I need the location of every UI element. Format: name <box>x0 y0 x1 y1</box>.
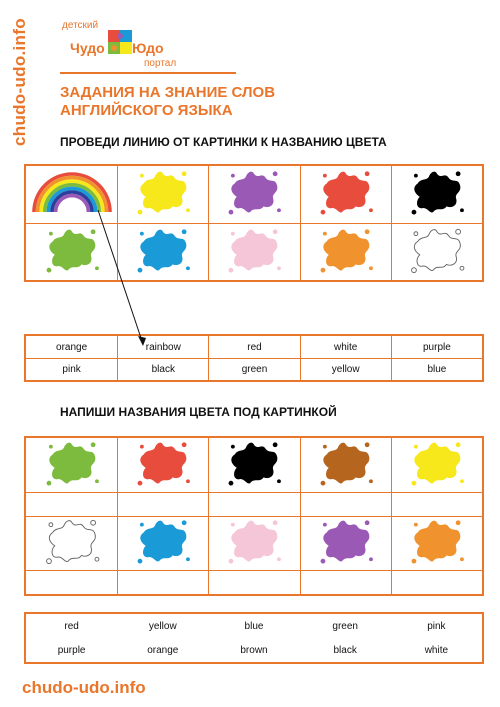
footer-site-url: chudo-udo.info <box>22 678 146 697</box>
task2-answer-cell[interactable] <box>300 492 391 516</box>
task2-picture-cell <box>117 516 208 570</box>
logo-word-1: Чудо <box>70 40 105 56</box>
task2-word: purple <box>57 644 86 656</box>
task1-picture-cell <box>117 166 208 223</box>
paint-splash-image <box>408 517 466 570</box>
paint-splash-image <box>317 226 375 279</box>
task1-picture-cell <box>300 223 391 280</box>
task1-picture-cell <box>208 223 299 280</box>
paint-splash-image <box>43 226 101 279</box>
task2-picture-cell <box>300 516 391 570</box>
task2-picture-cell <box>117 438 208 492</box>
logo-word-2: Юдо <box>132 40 164 56</box>
task2-answer-cell[interactable] <box>208 570 299 594</box>
task1-word-table <box>24 334 484 382</box>
task1-picture-grid <box>24 164 484 282</box>
task2-picture-cell <box>300 438 391 492</box>
paint-splash-image <box>225 226 283 279</box>
task2-picture-cell <box>391 516 482 570</box>
task2-answer-cell[interactable] <box>117 492 208 516</box>
task1-word: red <box>208 336 299 358</box>
task2-picture-cell <box>208 516 299 570</box>
task1-picture-cell <box>391 166 482 223</box>
task1-word: orange <box>56 341 88 353</box>
task1-picture-cell <box>26 223 117 280</box>
page-title <box>60 84 380 120</box>
task1-picture-cell <box>117 223 208 280</box>
task2-picture-cell <box>208 438 299 492</box>
task1-word: black <box>117 358 208 380</box>
task2-word: pink <box>427 620 446 632</box>
title-line-2: АНГЛИЙСКОГО ЯЗЫКА <box>60 102 233 119</box>
task1-picture-cell <box>26 166 117 223</box>
paint-splash-image <box>134 517 192 570</box>
task2-word: white <box>424 644 449 656</box>
task1-word: purple <box>391 336 482 358</box>
portal-logo <box>60 18 200 70</box>
task2-word: yellow <box>148 620 177 632</box>
paint-splash-image <box>43 517 101 570</box>
paint-splash-image <box>225 168 283 221</box>
task1-word: yellow <box>300 358 391 380</box>
task2-picture-cell <box>391 438 482 492</box>
task2-word: brown <box>240 644 268 656</box>
title-line-1: ЗАДАНИЯ НА ЗНАНИЕ СЛОВ <box>60 84 276 101</box>
task2-word: green <box>332 620 358 632</box>
rainbow-image <box>32 170 112 219</box>
paint-splash-image <box>225 517 283 570</box>
paint-splash-image <box>317 517 375 570</box>
task2-word-table <box>24 612 484 664</box>
task2-instruction: НАПИШИ НАЗВАНИЯ ЦВЕТА ПОД КАРТИНКОЙ <box>60 405 337 419</box>
task1-word: white <box>300 336 391 358</box>
paint-splash-image <box>317 168 375 221</box>
paint-splash-image <box>43 439 101 492</box>
task2-word: orange <box>147 644 179 656</box>
task2-answer-cell[interactable] <box>26 570 117 594</box>
task2-answer-cell[interactable] <box>26 492 117 516</box>
task2-picture-cell <box>26 438 117 492</box>
task2-answer-cell[interactable] <box>117 570 208 594</box>
task1-picture-cell <box>300 166 391 223</box>
task2-picture-grid <box>24 436 484 596</box>
paint-splash-image <box>408 168 466 221</box>
puzzle-logo-icon <box>105 28 135 64</box>
title-divider <box>60 72 236 74</box>
task1-word: rainbow <box>117 336 208 358</box>
task2-word: blue <box>244 620 264 632</box>
task2-word: red <box>64 620 79 632</box>
task1-picture-cell <box>391 223 482 280</box>
task2-answer-cell[interactable] <box>391 570 482 594</box>
side-site-url: chudo-udo.info <box>10 18 29 146</box>
task1-instruction: ПРОВЕДИ ЛИНИЮ ОТ КАРТИНКИ К НАЗВАНИЮ ЦВЕТА <box>60 135 387 149</box>
paint-splash-image <box>408 439 466 492</box>
task2-answer-cell[interactable] <box>208 492 299 516</box>
paint-splash-image <box>225 439 283 492</box>
paint-splash-image <box>134 226 192 279</box>
paint-splash-image <box>134 168 192 221</box>
paint-splash-image <box>134 439 192 492</box>
logo-text-top: детский <box>62 20 99 31</box>
task2-word: black <box>333 644 357 656</box>
task2-answer-cell[interactable] <box>391 492 482 516</box>
task1-word: blue <box>391 358 482 380</box>
task2-answer-cell[interactable] <box>300 570 391 594</box>
logo-text-bottom: портал <box>144 58 177 69</box>
paint-splash-image <box>408 226 466 279</box>
task1-word: pink <box>26 358 117 380</box>
task1-picture-cell <box>208 166 299 223</box>
paint-splash-image <box>317 439 375 492</box>
task1-word: green <box>208 358 299 380</box>
task2-picture-cell <box>26 516 117 570</box>
